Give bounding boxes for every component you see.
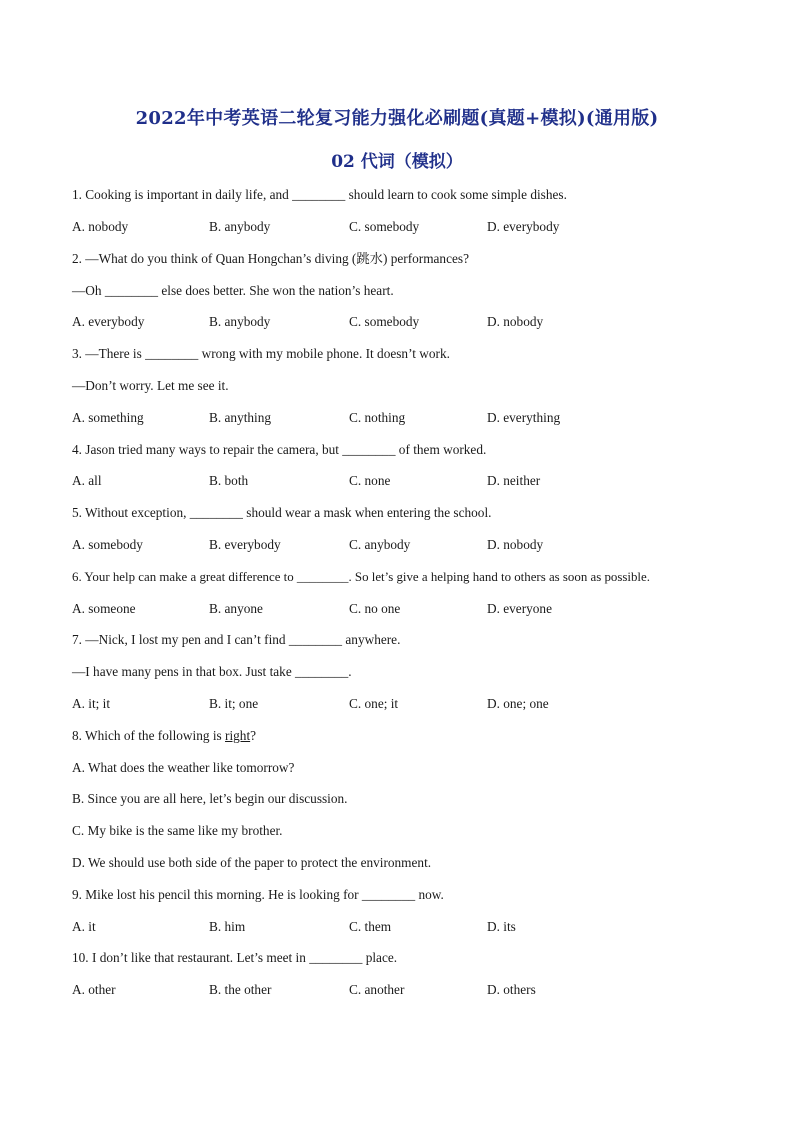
q6-option-c: C. no one: [349, 601, 401, 616]
question-10-text: 10. I don’t like that restaurant. Let’s meet in ________ place.: [72, 950, 398, 965]
question-7-text: 7. —Nick, I lost my pen and I can’t find ________ anywhere.: [72, 632, 401, 647]
question-6-text: 6. Your help can make a great difference to ________. So let’s give a helping hand to others as soon as possible.: [72, 570, 650, 584]
q7-option-c: C. one; it: [349, 696, 399, 711]
question-4-text: 4. Jason tried many ways to repair the camera, but ________ of them worked.: [72, 442, 487, 457]
q4-option-d: D. neither: [487, 473, 541, 488]
q8-option-d: D. We should use both side of the paper to protect the environment.: [72, 855, 432, 870]
q5-option-c: C. anybody: [349, 537, 411, 552]
question-2-text: 2. —What do you think of Quan Hongchan’s diving (跳水) performances?: [72, 251, 469, 266]
question-8-suffix: ?: [250, 728, 257, 743]
q3-option-a: A. something: [72, 410, 144, 425]
q2-option-d: D. nobody: [487, 314, 544, 329]
question-8-underlined-word: right: [225, 728, 251, 743]
q2-option-b: B. anybody: [209, 314, 271, 329]
q7-option-a: A. it; it: [72, 696, 111, 711]
q8-option-a: A. What does the weather like tomorrow?: [72, 760, 295, 775]
q10-option-d: D. others: [487, 982, 536, 997]
q10-option-a: A. other: [72, 982, 116, 997]
q2-option-a: A. everybody: [72, 314, 145, 329]
q9-option-c: C. them: [349, 919, 392, 934]
q8-option-c: C. My bike is the same like my brother.: [72, 823, 283, 838]
q5-option-d: D. nobody: [487, 537, 544, 552]
q3-option-d: D. everything: [487, 410, 561, 425]
q4-option-a: A. all: [72, 473, 102, 488]
q5-option-b: B. everybody: [209, 537, 281, 552]
q1-option-c: C. somebody: [349, 219, 420, 234]
page-title: 2022年中考英语二轮复习能力强化必刷题(真题+模拟)(通用版): [135, 108, 659, 129]
q4-option-c: C. none: [349, 473, 391, 488]
q1-option-d: D. everybody: [487, 219, 560, 234]
q7-option-d: D. one; one: [487, 696, 549, 711]
question-1-text: 1. Cooking is important in daily life, and ________ should learn to cook some simple dishes.: [72, 187, 567, 202]
q1-option-a: A. nobody: [72, 219, 129, 234]
q1-option-b: B. anybody: [209, 219, 271, 234]
q3-option-b: B. anything: [209, 410, 272, 425]
q6-option-b: B. anyone: [209, 601, 263, 616]
question-2-reply: —Oh ________ else does better. She won the nation’s heart.: [72, 283, 394, 298]
question-3-text: 3. —There is ________ wrong with my mobile phone. It doesn’t work.: [72, 346, 450, 361]
q2-option-c: C. somebody: [349, 314, 420, 329]
q10-option-c: C. another: [349, 982, 405, 997]
q4-option-b: B. both: [209, 473, 249, 488]
q9-option-a: A. it: [72, 919, 96, 934]
q10-option-b: B. the other: [209, 982, 272, 997]
question-7-reply: —I have many pens in that box. Just take ________.: [72, 664, 352, 679]
question-8-text: [72, 727, 256, 745]
question-3-reply: —Don’t worry. Let me see it.: [72, 378, 229, 393]
q9-option-d: D. its: [487, 919, 516, 934]
q5-option-a: A. somebody: [72, 537, 143, 552]
q3-option-c: C. nothing: [349, 410, 406, 425]
question-8-prefix: 8. Which of the following is: [72, 728, 226, 743]
question-9-text: 9. Mike lost his pencil this morning. He is looking for ________ now.: [72, 887, 444, 902]
q7-option-b: B. it; one: [209, 696, 259, 711]
q6-option-a: A. someone: [72, 601, 136, 616]
question-5-text: 5. Without exception, ________ should wear a mask when entering the school.: [72, 505, 492, 520]
q6-option-d: D. everyone: [487, 601, 552, 616]
q8-option-b: B. Since you are all here, let’s begin our discussion.: [72, 791, 348, 806]
q9-option-b: B. him: [209, 919, 246, 934]
section-title: 02 代词（模拟）: [331, 152, 463, 172]
